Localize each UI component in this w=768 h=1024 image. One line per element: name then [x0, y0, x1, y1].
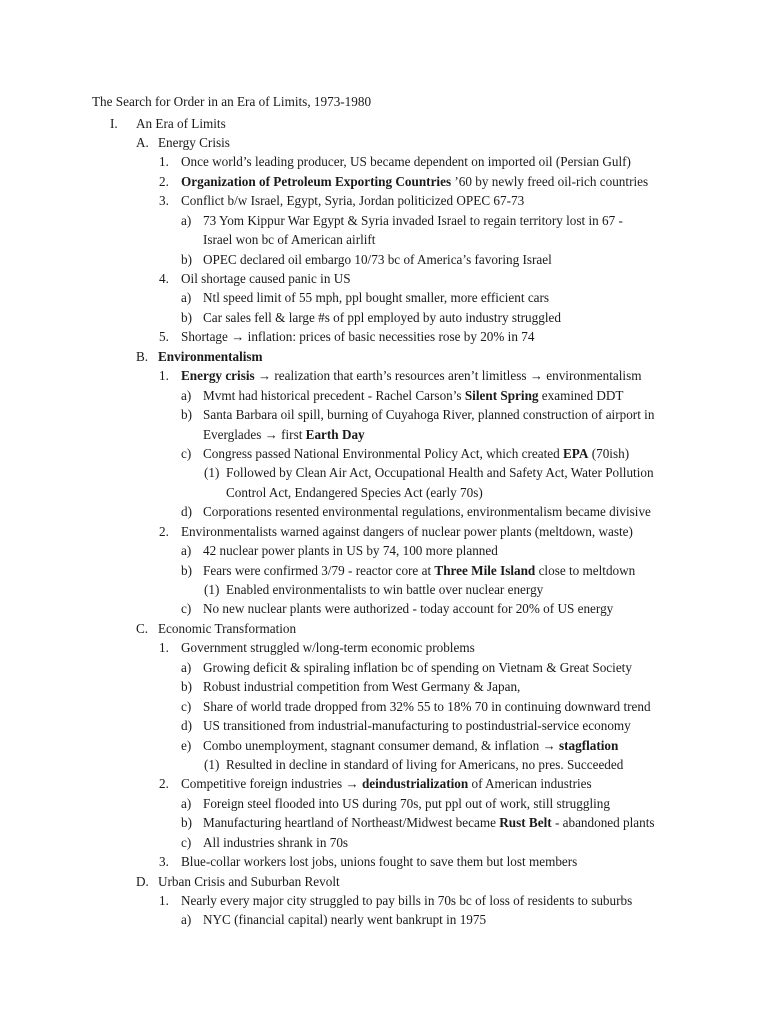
- text-run: Competitive foreign industries →: [181, 776, 362, 792]
- text-run: Environmentalists warned against dangers of nuclear power plants (meltdown, waste): [181, 523, 633, 539]
- outline-line: [0, 133, 768, 152]
- outline-text: [181, 172, 648, 191]
- outline-line: [0, 561, 768, 580]
- outline-marker: a): [181, 795, 192, 811]
- outline-line: [0, 794, 768, 813]
- outline-line: [0, 910, 768, 929]
- outline-text: [181, 152, 631, 171]
- outline-marker: 5.: [159, 329, 169, 345]
- outline-text: [203, 541, 498, 560]
- text-run: close to meltdown: [535, 562, 636, 578]
- outline-text: [181, 774, 592, 793]
- outline-marker: 2.: [159, 776, 169, 792]
- text-run: Ntl speed limit of 55 mph, ppl bought smaller, more efficient cars: [203, 290, 550, 306]
- outline-line: [0, 250, 768, 269]
- text-run: Conflict b/w Israel, Egypt, Syria, Jordan politicized OPEC 67-73: [181, 193, 525, 209]
- text-run: Once world’s leading producer, US became dependent on imported oil (Persian Gulf): [181, 154, 631, 170]
- outline-text: [158, 347, 263, 366]
- outline-marker: a): [181, 212, 192, 228]
- outline-text: [203, 658, 632, 677]
- outline-line: [0, 638, 768, 657]
- bold-term: Rust Belt: [499, 815, 552, 831]
- text-run: Israel won bc of American airlift: [203, 232, 376, 248]
- text-run: Control Act, Endangered Species Act (early 70s): [226, 484, 483, 500]
- text-run: Shortage → inflation: prices of basic necessities rose by 20% in 74: [181, 329, 535, 345]
- text-run: An Era of Limits: [136, 115, 226, 131]
- outline-marker: c): [181, 601, 192, 617]
- outline-text: [203, 386, 623, 405]
- outline-line: [0, 833, 768, 852]
- text-run: US transitioned from industrial-manufacturing to postindustrial-service economy: [203, 718, 631, 734]
- outline-text: [203, 813, 655, 832]
- outline-marker: 2.: [159, 523, 169, 539]
- outline-text: [226, 755, 623, 774]
- text-run: Fears were confirmed 3/79 - reactor core at: [203, 562, 435, 578]
- text-run: Everglades → first: [203, 426, 306, 442]
- text-run: examined DDT: [538, 387, 624, 403]
- text-run: Oil shortage caused panic in US: [181, 271, 351, 286]
- outline-line: [0, 619, 768, 638]
- outline-marker: (1): [204, 582, 220, 597]
- outline-line: [0, 541, 768, 560]
- text-run: → realization that earth’s resources aren’t limitless → environmentalism: [254, 368, 642, 384]
- bold-term: EPA: [563, 445, 589, 461]
- outline-text: [181, 891, 632, 910]
- text-run: Corporations resented environmental regulations, environmentalism became divisive: [203, 504, 651, 520]
- text-run: Nearly every major city struggled to pay bills in 70s bc of loss of residents to suburbs: [181, 893, 633, 908]
- outline-line: [0, 483, 768, 502]
- outline-text: [203, 288, 549, 307]
- outline-line: [0, 755, 768, 774]
- outline-marker: c): [181, 445, 192, 461]
- outline-marker: I.: [110, 115, 118, 131]
- outline-text: [181, 269, 351, 288]
- text-run: ’60 by newly freed oil-rich countries: [451, 173, 649, 189]
- text-run: Enabled environmentalists to win battle over nuclear energy: [226, 582, 544, 597]
- outline-marker: b): [181, 309, 192, 325]
- outline-text: [203, 833, 348, 852]
- text-run: 42 nuclear power plants in US by 74, 100 more planned: [203, 543, 498, 559]
- outline-text: [158, 133, 230, 152]
- text-run: Followed by Clean Air Act, Occupational Health and Safety Act, Water Pollution: [226, 465, 654, 481]
- bold-term: Environmentalism: [158, 348, 263, 364]
- outline-marker: 1.: [159, 893, 169, 908]
- outline-line: [0, 386, 768, 405]
- bold-term: Earth Day: [305, 426, 365, 442]
- outline-line: [0, 425, 768, 444]
- outline-line: [0, 522, 768, 541]
- outline-text: [181, 191, 524, 210]
- outline-text: [203, 250, 552, 269]
- text-run: NYC (financial capital) nearly went bankrupt in 1975: [203, 912, 487, 928]
- text-run: Foreign steel flooded into US during 70s, put ppl out of work, still struggling: [203, 795, 610, 811]
- outline-marker: 1.: [159, 640, 169, 656]
- outline-line: [0, 444, 768, 463]
- text-run: Urban Crisis and Suburban Revolt: [158, 873, 340, 889]
- text-run: Combo unemployment, stagnant consumer demand, & inflation →: [203, 737, 560, 753]
- outline-text: [181, 638, 475, 657]
- bold-term: stagflation: [559, 737, 619, 753]
- outline-line: [0, 463, 768, 482]
- outline-line: [0, 599, 768, 618]
- text-run: Economic Transformation: [158, 620, 297, 636]
- bold-term: Energy crisis: [181, 368, 255, 384]
- text-run: - abandoned plants: [551, 815, 655, 831]
- outline-line: [0, 658, 768, 677]
- outline-text: [158, 619, 296, 638]
- outline-line: [0, 308, 768, 327]
- outline-line: [0, 269, 768, 288]
- outline-line: [0, 697, 768, 716]
- outline-marker: d): [181, 718, 192, 734]
- outline-line: [0, 191, 768, 210]
- outline-text: [181, 522, 633, 541]
- outline-marker: (1): [204, 465, 220, 481]
- outline-text: [203, 211, 623, 230]
- outline-marker: b): [181, 679, 192, 695]
- outline-marker: (1): [204, 756, 220, 772]
- outline-marker: 2.: [159, 173, 169, 189]
- outline-line: [0, 347, 768, 366]
- outline-text: [203, 405, 654, 424]
- outline-marker: B.: [136, 348, 149, 364]
- bold-term: Silent Spring: [464, 387, 539, 403]
- text-run: Robust industrial competition from West Germany & Japan,: [203, 679, 521, 695]
- text-run: of American industries: [468, 776, 592, 792]
- text-run: 73 Yom Kippur War Egypt & Syria invaded Israel to regain territory lost in 67 -: [203, 212, 623, 228]
- bold-term: deindustrialization: [361, 776, 469, 792]
- outline-line: [0, 366, 768, 385]
- page-title: The Search for Order in an Era of Limits, 1973-1980: [92, 94, 372, 109]
- outline-marker: a): [181, 543, 192, 559]
- outline-line: [0, 502, 768, 521]
- outline-text: [203, 425, 365, 444]
- outline-marker: a): [181, 387, 192, 403]
- text-run: OPEC declared oil embargo 10/73 bc of America’s favoring Israel: [203, 251, 552, 267]
- outline-line: [0, 172, 768, 191]
- bold-term: Organization of Petroleum Exporting Countries: [181, 173, 452, 189]
- text-run: Manufacturing heartland of Northeast/Midwest became: [203, 815, 500, 831]
- outline-line: [0, 774, 768, 793]
- outline-text: [203, 697, 651, 716]
- outline-marker: C.: [136, 620, 149, 636]
- outline-text: [203, 736, 618, 755]
- outline-marker: a): [181, 659, 192, 675]
- outline-marker: b): [181, 815, 192, 831]
- text-run: (70ish): [588, 445, 630, 461]
- outline-marker: A.: [136, 134, 149, 150]
- outline-line: [0, 114, 768, 133]
- outline-marker: 3.: [159, 193, 169, 209]
- outline-text: [203, 308, 561, 327]
- text-run: Blue-collar workers lost jobs, unions fought to save them but lost members: [181, 854, 578, 870]
- text-run: Share of world trade dropped from 32% 55 to 18% 70 in continuing downward trend: [203, 698, 651, 714]
- outline-text: [203, 794, 610, 813]
- outline-text: [181, 327, 534, 346]
- outline-marker: 3.: [159, 854, 169, 870]
- text-run: Mvmt had historical precedent - Rachel Carson’s: [203, 387, 465, 403]
- outline-line: [0, 813, 768, 832]
- outline-line: [0, 891, 768, 910]
- outline-text: [203, 230, 375, 249]
- text-run: All industries shrank in 70s: [203, 834, 349, 850]
- text-run: Congress passed National Environmental Policy Act, which created: [203, 445, 564, 461]
- outline-text: [203, 444, 629, 463]
- outline-marker: a): [181, 290, 192, 306]
- outline-marker: a): [181, 912, 192, 928]
- outline-line: [0, 152, 768, 171]
- outline-text: [203, 716, 631, 735]
- text-run: Santa Barbara oil spill, burning of Cuyahoga River, planned construction of airport in: [203, 407, 655, 423]
- outline-marker: D.: [136, 873, 149, 889]
- outline-text: [158, 872, 340, 891]
- outline-line: [0, 736, 768, 755]
- outline-text: [181, 366, 641, 385]
- outline-line: [0, 872, 768, 891]
- outline-line: [0, 211, 768, 230]
- text-run: Growing deficit & spiraling inflation bc of spending on Vietnam & Great Society: [203, 659, 632, 675]
- outline-text: [203, 677, 520, 696]
- text-run: No new nuclear plants were authorized - today account for 20% of US energy: [203, 601, 614, 617]
- text-run: Energy Crisis: [158, 134, 230, 150]
- outline-text: [203, 910, 486, 929]
- outline-line: [0, 230, 768, 249]
- outline-text: [203, 599, 613, 618]
- outline-line: [0, 852, 768, 871]
- outline-marker: c): [181, 834, 192, 850]
- outline-marker: e): [181, 737, 192, 753]
- outline: [0, 114, 768, 930]
- outline-line: [0, 580, 768, 599]
- outline-line: [0, 716, 768, 735]
- outline-text: [181, 852, 577, 871]
- outline-marker: c): [181, 698, 192, 714]
- outline-marker: b): [181, 407, 192, 423]
- outline-text: [226, 580, 543, 599]
- outline-marker: 4.: [159, 271, 169, 286]
- outline-text: [226, 483, 483, 502]
- outline-text: [203, 561, 635, 580]
- bold-term: Three Mile Island: [434, 562, 536, 578]
- outline-marker: d): [181, 504, 192, 520]
- text-run: Car sales fell & large #s of ppl employed by auto industry struggled: [203, 309, 561, 325]
- outline-line: [0, 288, 768, 307]
- text-run: Resulted in decline in standard of living for Americans, no pres. Succeeded: [226, 756, 624, 772]
- outline-marker: b): [181, 251, 192, 267]
- outline-line: [0, 677, 768, 696]
- outline-line: [0, 405, 768, 424]
- text-run: Government struggled w/long-term economic problems: [181, 640, 475, 656]
- outline-text: [136, 114, 226, 133]
- outline-marker: b): [181, 562, 192, 578]
- outline-marker: 1.: [159, 154, 169, 170]
- outline-text: [226, 463, 654, 482]
- outline-line: [0, 327, 768, 346]
- outline-marker: 1.: [159, 368, 169, 384]
- outline-text: [203, 502, 651, 521]
